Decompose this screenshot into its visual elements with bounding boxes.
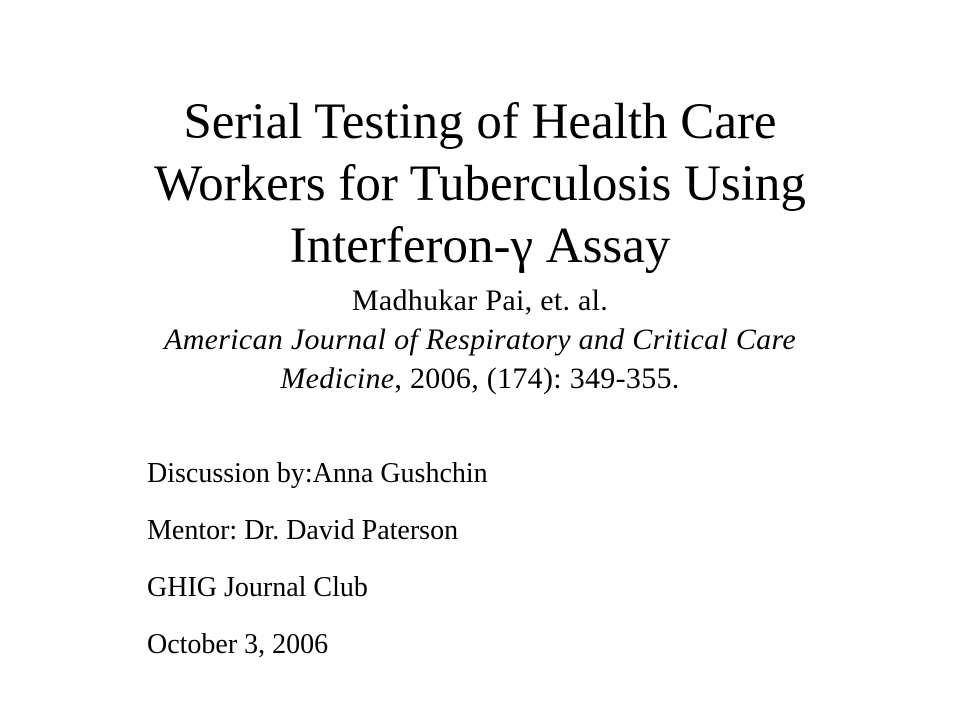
title-block — [60, 91, 900, 398]
citation-authors: Madhukar Pai, et. al. — [351, 284, 609, 317]
presentation-details — [147, 460, 488, 688]
discussant-line: Discussion by:Anna Gushchin — [147, 458, 488, 489]
date-line: October 3, 2006 — [147, 629, 329, 660]
title-line: Serial Testing of Health Care — [183, 94, 777, 150]
title-line: Interferon-γ Assay — [289, 218, 671, 274]
slide-title — [60, 91, 900, 277]
journal-name: American Journal of Respiratory and Critical Care — [164, 323, 796, 356]
venue-line: GHIG Journal Club — [147, 572, 368, 603]
journal-volume-pages: , 2006, (174): 349-355. — [394, 362, 680, 395]
title-line: Workers for Tuberculosis Using — [154, 156, 806, 212]
mentor-line: Mentor: Dr. David Paterson — [147, 515, 459, 546]
journal-name-continued: Medicine — [280, 362, 395, 395]
citation-journal — [60, 320, 900, 398]
